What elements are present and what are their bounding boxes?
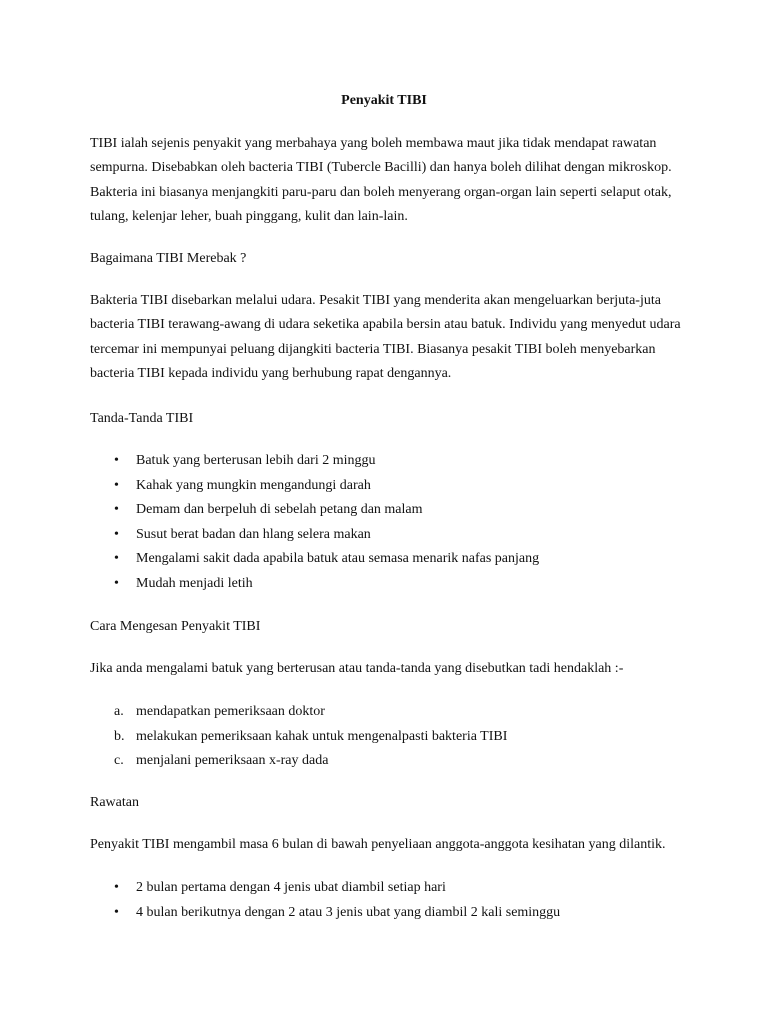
list-item: • Demam dan berpeluh di sebelah petang dan malam (114, 502, 423, 517)
bullet-marker: • (114, 526, 119, 542)
bullet-marker: • (114, 453, 119, 468)
list-item: • Kahak yang mungkin mengandungi darah (114, 477, 371, 493)
detect-list (90, 703, 690, 777)
list-item: • 2 bulan pertama dengan 4 jenis ubat diambil setiap hari (114, 880, 446, 895)
bullet-marker: • (114, 904, 119, 920)
section-heading-treatment: Rawatan (90, 795, 139, 810)
section-heading-signs: Tanda-Tanda TIBI (90, 411, 194, 426)
list-item: • Susut berat badan dan hlang selera makan (114, 526, 371, 542)
intro-line: Bakteria ini biasanya menjangkiti paru-paru dan boleh menyerang organ-organ lain seperti selaput otak, (90, 184, 672, 200)
list-item: • Mudah menjadi letih (114, 575, 253, 591)
document-title: Penyakit TIBI (341, 93, 427, 108)
list-item: • Mengalami sakit dada apabila batuk atau semasa menarik nafas panjang (114, 551, 540, 566)
bullet-marker: • (114, 477, 119, 493)
spread-line: bacteria TIBI kepada individu yang berhubung rapat dengannya. (90, 365, 452, 381)
intro-line: sempurna. Disebabkan oleh bacteria TIBI (Tubercle Bacilli) dan hanya boleh dilihat dengan mikroskop. (90, 160, 672, 176)
section-heading-spread: Bagaimana TIBI Merebak ? (90, 251, 247, 266)
intro-paragraph (90, 132, 690, 229)
treatment-intro: Penyakit TIBI mengambil masa 6 bulan di bawah penyeliaan anggota-anggota kesihatan yang dilantik. (90, 837, 666, 852)
intro-line: TIBI ialah sejenis penyakit yang merbahaya yang boleh membawa maut jika tidak mendapat rawatan (90, 136, 657, 151)
list-item: c. menjalani pemeriksaan x-ray dada (114, 753, 329, 768)
signs-list (90, 452, 690, 599)
spread-line: tercemar ini mempunyai peluang dijangkiti bacteria TIBI. Biasanya pesakit TIBI boleh menyebarkan (90, 341, 656, 357)
bullet-marker: • (114, 502, 119, 517)
treatment-list (90, 879, 690, 928)
list-item: b. melakukan pemeriksaan kahak untuk mengenalpasti bakteria TIBI (114, 728, 508, 744)
list-item: a. mendapatkan pemeriksaan doktor (114, 704, 325, 719)
bullet-marker: • (114, 551, 119, 566)
spread-line: bacteria TIBI terawang-awang di udara seketika apabila bersin atau batuk. Individu yang menyedut udara (90, 317, 681, 333)
bullet-marker: • (114, 880, 119, 895)
intro-line: tulang, kelenjar leher, buah pinggang, kulit dan lain-lain. (90, 208, 408, 224)
list-item: • 4 bulan berikutnya dengan 2 atau 3 jenis ubat yang diambil 2 kali seminggu (114, 904, 561, 920)
bullet-marker: • (114, 575, 119, 591)
detect-intro: Jika anda mengalami batuk yang berterusan atau tanda-tanda yang disebutkan tadi hendaklah :- (90, 661, 624, 676)
spread-line: Bakteria TIBI disebarkan melalui udara. Pesakit TIBI yang menderita akan mengeluarkan berjuta-juta (90, 293, 661, 308)
list-item: • Batuk yang berterusan lebih dari 2 minggu (114, 453, 376, 468)
spread-paragraph (90, 289, 690, 386)
section-heading-detect: Cara Mengesan Penyakit TIBI (90, 619, 261, 634)
